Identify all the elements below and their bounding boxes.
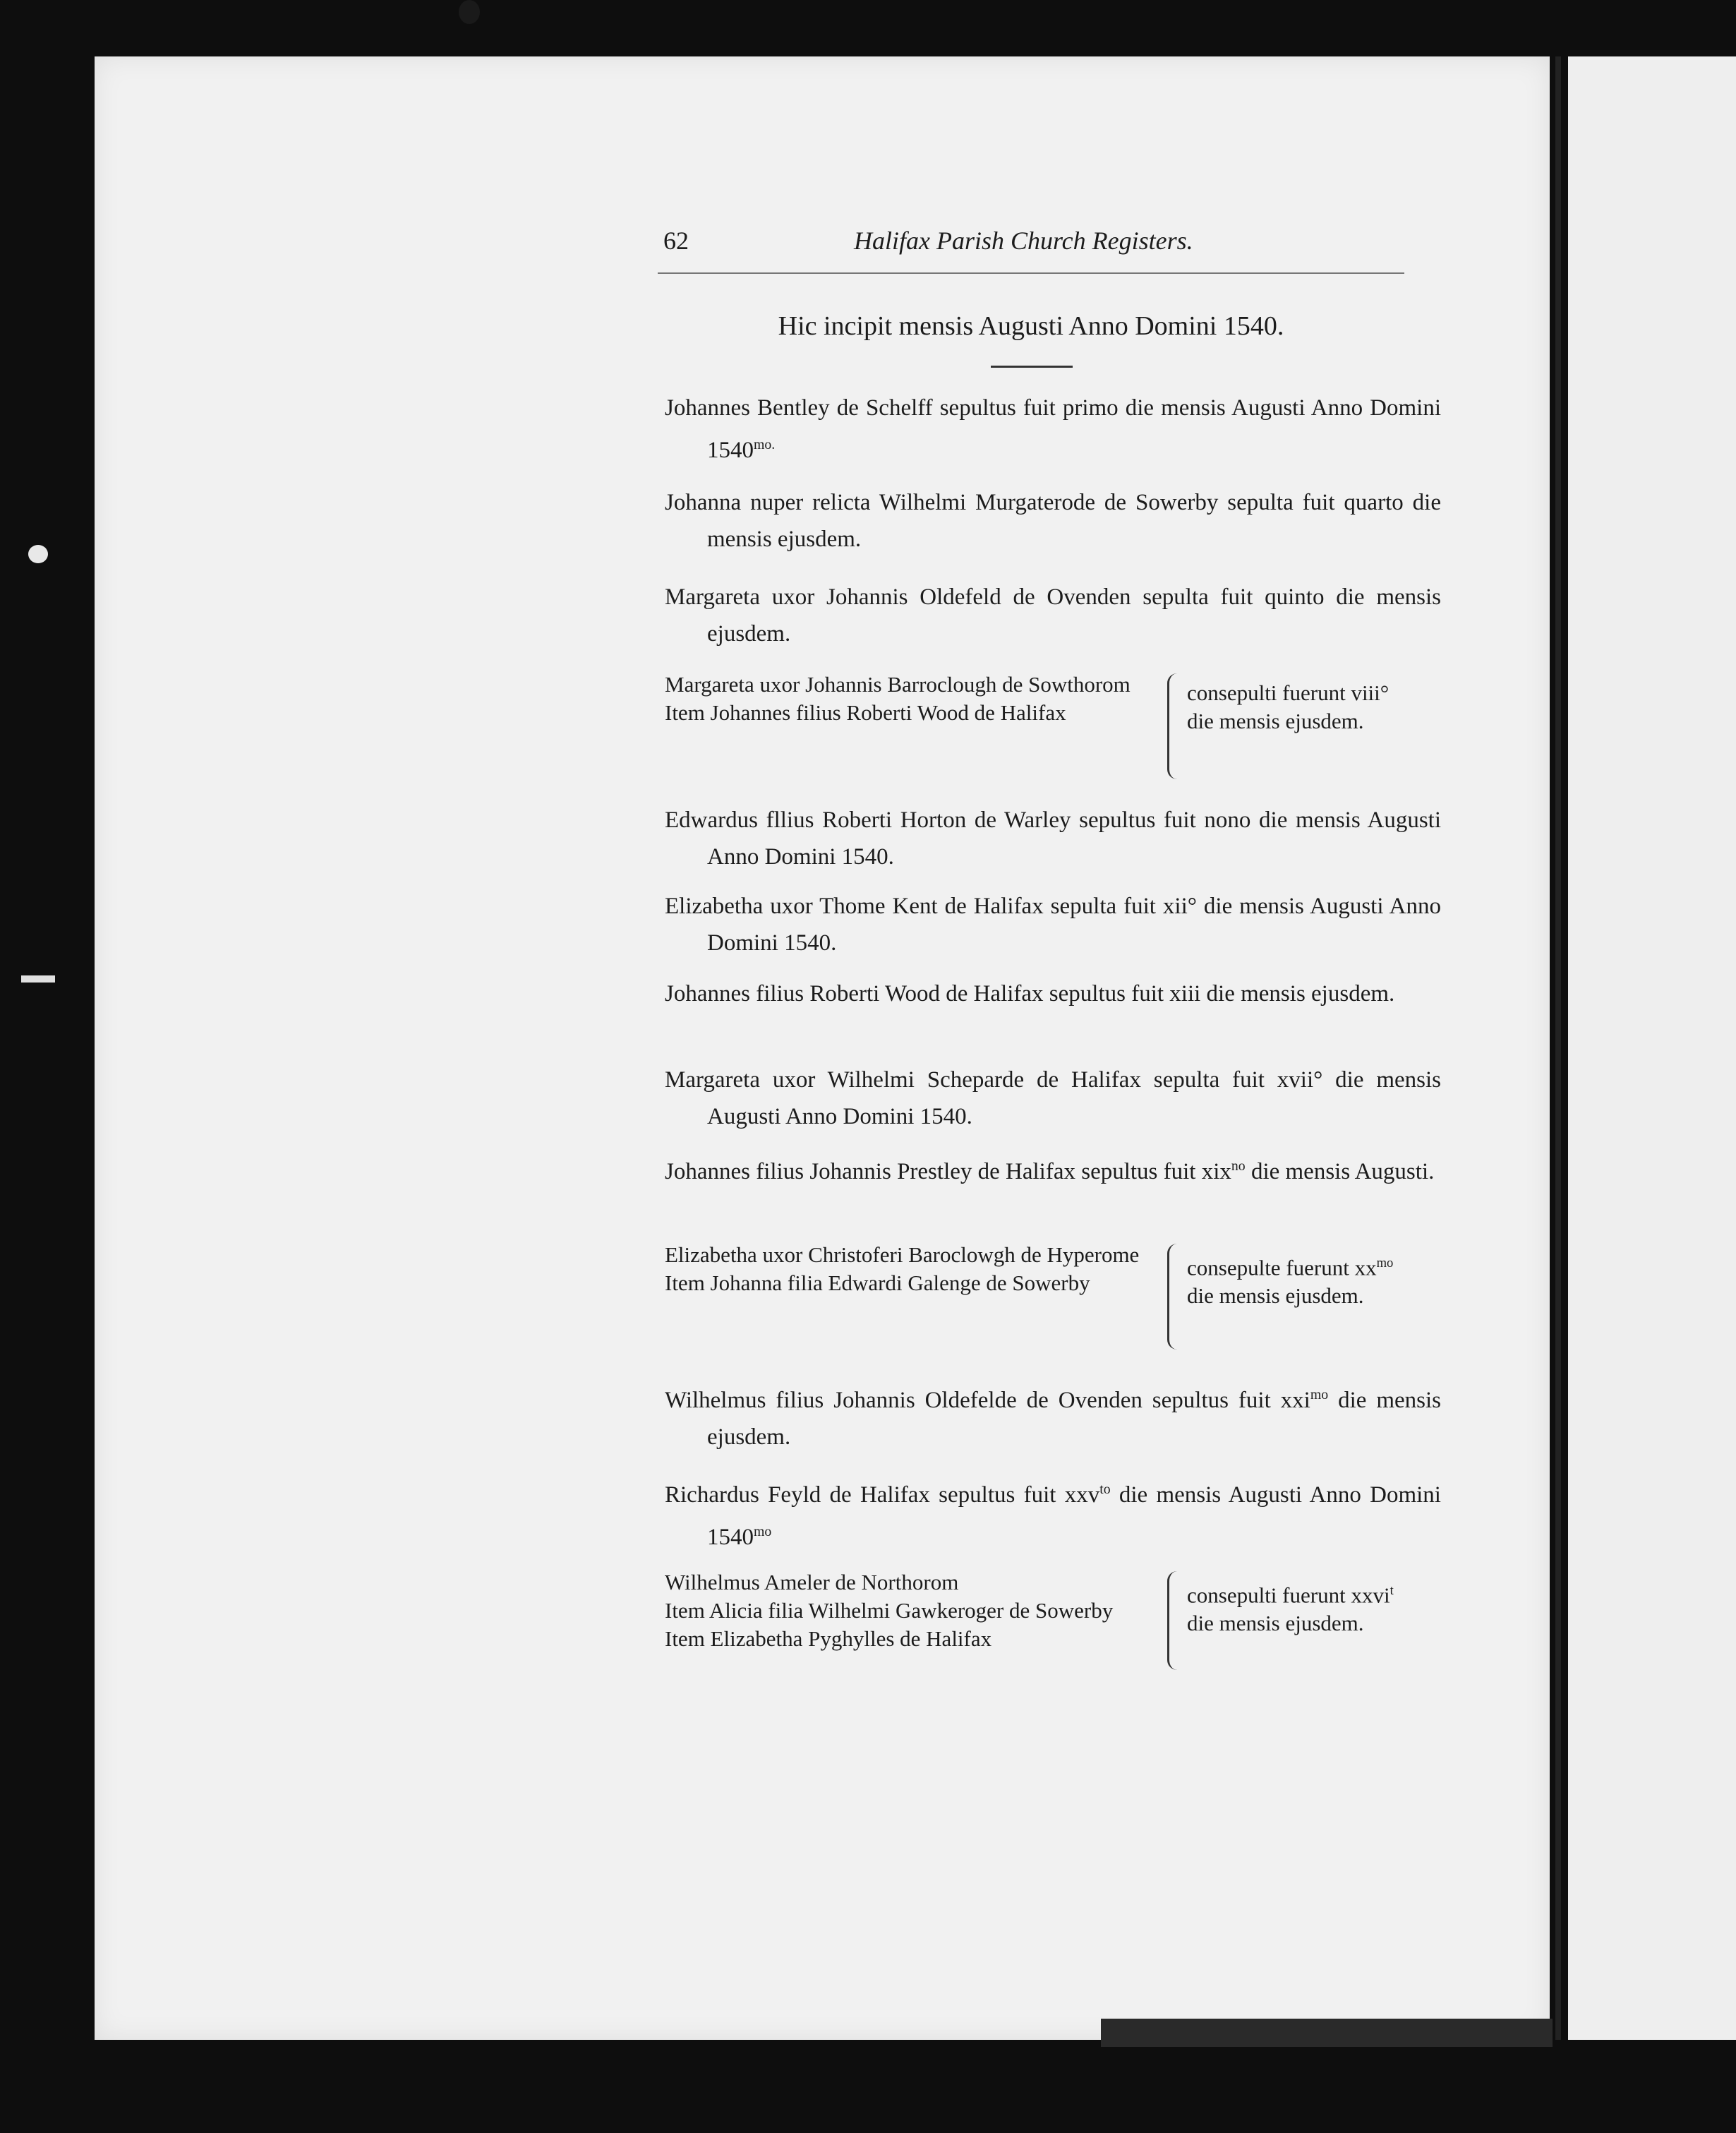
scan-speck xyxy=(459,0,480,24)
section-heading: Hic incipit mensis Augusti Anno Domini 1540. xyxy=(778,311,1284,341)
group-name: Elizabetha uxor Christoferi Baroclowgh de Hyperome xyxy=(665,1242,1140,1267)
group-note: consepulte fuerunt $xx^{mo}$ die mensis ejusdem. xyxy=(1187,1255,1394,1309)
group-names xyxy=(665,1568,1145,1653)
header-rule xyxy=(658,272,1404,274)
register-entry: Johannes filius Roberti Wood de Halifax sepultus fuit xiii die mensis ejusdem. xyxy=(665,981,1395,1007)
group-name: Item Johannes filius Roberti Wood de Halifax xyxy=(665,700,1066,725)
register-entry: Johannes filius Johannis Prestley de Halifax sepultus fuit xix$^{no}$ die mensis Augusti. xyxy=(665,1158,1435,1184)
scan-shadow xyxy=(1101,2019,1553,2047)
page-header xyxy=(663,226,1404,254)
group-name: Item Johanna filia Edwardi Galenge de Sowerby xyxy=(665,1270,1090,1295)
register-entry: Margareta uxor Johannis Oldefeld de Ovenden sepulta fuit quinto die mensis ejusdem. xyxy=(665,584,1441,647)
group-name: Item Elizabetha Pyghylles de Halifax xyxy=(665,1626,992,1651)
page-number: 62 xyxy=(663,227,689,255)
heading-rule xyxy=(991,366,1073,368)
group-name: Margareta uxor Johannis Barroclough de Sowthorom xyxy=(665,672,1131,697)
scan-speck xyxy=(21,975,55,983)
page-gutter xyxy=(1555,56,1561,2040)
register-entry: Johanna nuper relicta Wilhelmi Murgaterode de Sowerby sepulta fuit quarto die mensis ejusdem. xyxy=(665,490,1441,552)
register-entry: Margareta uxor Wilhelmi Scheparde de Halifax sepulta fuit xvii° die mensis Augusti Anno Domini 1540. xyxy=(665,1067,1441,1129)
group-names xyxy=(665,671,1145,727)
brace xyxy=(1167,1571,1181,1670)
scan-speck xyxy=(28,545,48,563)
scanned-page xyxy=(95,56,1550,2040)
register-entry: Johannes Bentley de Schelff sepultus fuit primo die mensis Augusti Anno Domini $1540^{mo.}$ xyxy=(665,395,1441,463)
register-entry: Elizabetha uxor Thome Kent de Halifax sepulta fuit xii° die mensis Augusti Anno Domini 1540. xyxy=(665,894,1441,956)
group-note: consepulti fuerunt xxvi$^t$ die mensis ejusdem. xyxy=(1187,1582,1394,1636)
register-entry: Richardus Feyld de Halifax sepultus fuit xxv$^{to}$ die mensis Augusti Anno Domini $1540^{mo}$ xyxy=(665,1482,1441,1550)
running-title: Halifax Parish Church Registers. xyxy=(854,227,1193,255)
brace xyxy=(1167,1244,1181,1350)
group-name: Wilhelmus Ameler de Northorom xyxy=(665,1570,959,1594)
register-entry: Wilhelmus filius Johannis Oldefelde de Ovenden sepultus fuit xxi$^{mo}$ die mensis ejusdem. xyxy=(665,1387,1441,1450)
group-names xyxy=(665,1241,1145,1297)
register-entry: Edwardus fllius Roberti Horton de Warley sepultus fuit nono die mensis Augusti Anno Domini 1540. xyxy=(665,807,1441,870)
group-note: consepulti fuerunt viii° die mensis ejusdem. xyxy=(1187,680,1390,733)
brace xyxy=(1167,673,1181,779)
facing-page-edge xyxy=(1568,56,1736,2040)
group-name: Item Alicia filia Wilhelmi Gawkeroger de Sowerby xyxy=(665,1598,1114,1623)
